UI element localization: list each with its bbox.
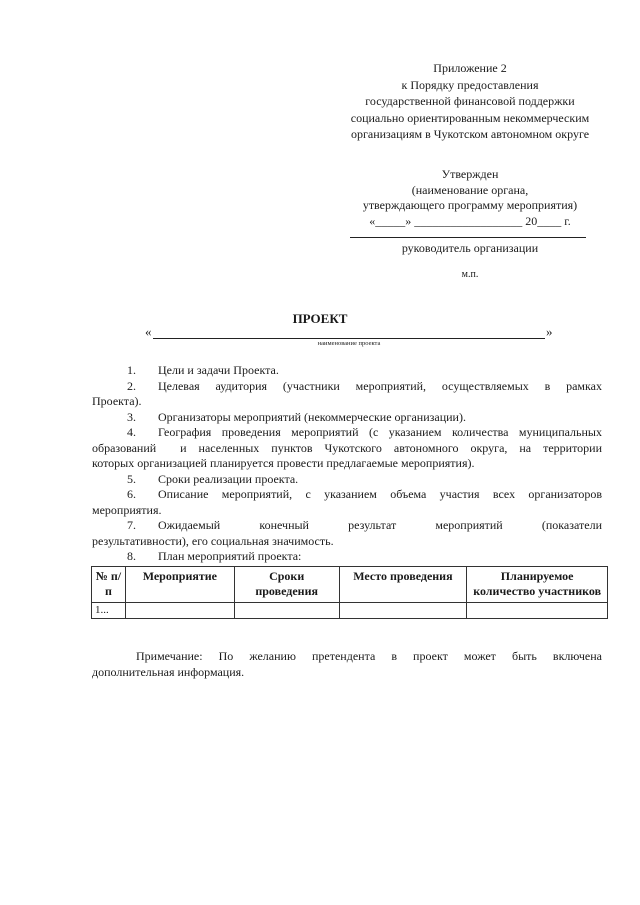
header-event: Мероприятие: [125, 567, 234, 603]
open-quote: «: [145, 324, 152, 339]
event-plan-table: [91, 566, 608, 619]
item-number: 8.: [127, 549, 136, 563]
note-block: [92, 648, 602, 680]
appendix-header: [330, 60, 610, 143]
project-name-line: [153, 338, 545, 339]
head-role-label: руководитель организации: [401, 241, 539, 255]
header-participants: Планируемое количество участников: [467, 567, 608, 603]
item-continuation: образований и населенных пунктов Чукотского автономного округа, на территории: [92, 440, 602, 455]
appendix-line: социально ориентированным некоммерческим: [350, 110, 590, 125]
item-text: Ожидаемый конечный результат мероприятий (показатели: [158, 518, 602, 532]
header-place: Место проведения: [339, 567, 467, 603]
item-text: Описание мероприятий, с указанием объема участия всех организаторов: [158, 487, 602, 501]
note-line: Примечание: По желанию претендента в проект может быть включена: [136, 649, 602, 663]
item-number: 7.: [127, 518, 136, 532]
approval-line: (наименование органа,: [411, 182, 529, 197]
table-header-row: [92, 567, 608, 603]
appendix-line: организациям в Чукотском автономном округе: [350, 127, 590, 141]
list-item: [92, 549, 602, 565]
list-item: [92, 472, 602, 488]
item-number: 4.: [127, 425, 136, 439]
table-row: [92, 603, 608, 619]
item-number: 3.: [127, 409, 136, 424]
item-text: Целевая аудитория (участники мероприятий, осуществляемых в рамках: [158, 378, 602, 393]
appendix-line: государственной финансовой поддержки: [365, 94, 575, 108]
list-item: [92, 487, 602, 503]
item-text: Цели и задачи Проекта.: [158, 363, 279, 377]
note-line: дополнительная информация.: [92, 665, 245, 679]
list-item: [92, 425, 602, 441]
cell-number: 1...: [92, 603, 126, 619]
close-quote: »: [546, 324, 553, 339]
approval-line: Утвержден: [441, 167, 499, 181]
project-title: ПРОЕКТ: [292, 311, 348, 326]
header-dates: Сроки проведения: [234, 567, 339, 603]
cell-event: [125, 603, 234, 619]
list-item: [92, 518, 602, 534]
project-items-list: [92, 363, 602, 565]
list-item: [92, 410, 602, 426]
item-number: 5.: [127, 471, 136, 486]
cell-participants: [467, 603, 608, 619]
item-continuation: результативности), его социальная значимость.: [92, 533, 334, 548]
appendix-line: к Порядку предоставления: [401, 77, 539, 92]
item-number: 2.: [127, 378, 136, 393]
item-text: Сроки реализации проекта.: [158, 471, 299, 486]
list-item: [92, 363, 602, 379]
header-number: № п/п: [92, 567, 126, 603]
item-text: География проведения мероприятий (с указанием количества муниципальных: [158, 425, 602, 439]
item-text: План мероприятий проекта:: [158, 549, 302, 563]
stamp-label: м.п.: [461, 269, 479, 280]
approval-block: [330, 167, 610, 229]
item-continuation: которых организацией планируется провести предлагаемые мероприятия).: [92, 456, 475, 470]
list-item: [92, 379, 602, 395]
approval-date-line: «_____» __________________ 20____ г.: [369, 213, 571, 228]
item-continuation: мероприятия.: [92, 502, 162, 517]
item-number: 1.: [127, 363, 136, 377]
cell-dates: [234, 603, 339, 619]
item-text: Организаторы мероприятий (некоммерческие организации).: [158, 409, 466, 424]
cell-place: [339, 603, 467, 619]
appendix-line: Приложение 2: [433, 61, 507, 75]
signature-line: [350, 237, 586, 238]
approval-line: утверждающего программу мероприятия): [362, 198, 578, 212]
item-number: 6.: [127, 487, 136, 501]
project-name-caption: наименование проекта: [317, 340, 381, 347]
item-continuation: Проекта).: [92, 394, 142, 408]
